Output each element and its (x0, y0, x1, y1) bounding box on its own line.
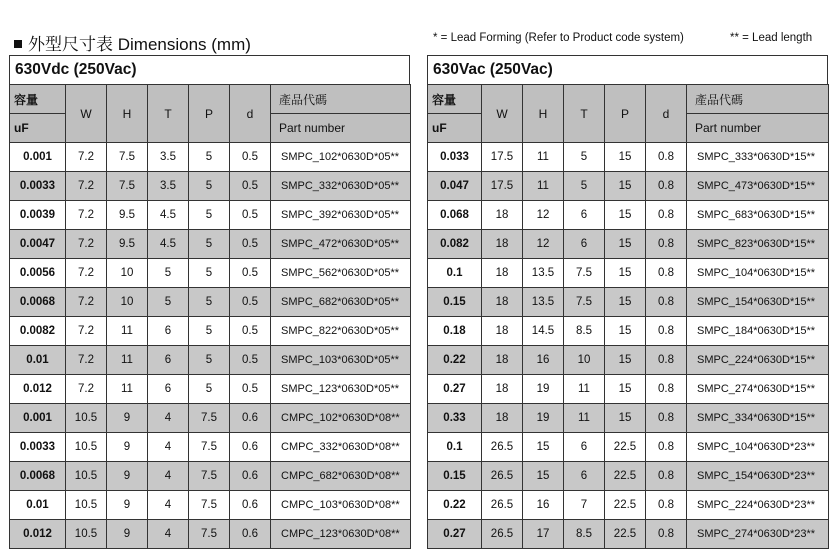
capacitance-cell: 0.012 (10, 520, 66, 549)
p-cell: 15 (605, 404, 646, 433)
left-panel-title: 630Vdc (250Vac) (9, 55, 410, 84)
part-number-cell: SMPC_682*0630D*05** (271, 288, 411, 317)
t-header: T (148, 85, 189, 143)
d-cell: 0.5 (230, 201, 271, 230)
w-cell: 7.2 (66, 143, 107, 172)
w-cell: 10.5 (66, 491, 107, 520)
w-header: W (482, 85, 523, 143)
h-cell: 19 (523, 404, 564, 433)
w-cell: 17.5 (482, 172, 523, 201)
h-cell: 10 (107, 288, 148, 317)
d-cell: 0.8 (646, 317, 687, 346)
d-cell: 0.5 (230, 346, 271, 375)
part-number-cell: SMPC_104*0630D*15** (687, 259, 829, 288)
p-cell: 15 (605, 346, 646, 375)
d-cell: 0.8 (646, 172, 687, 201)
h-cell: 15 (523, 462, 564, 491)
d-cell: 0.5 (230, 317, 271, 346)
heading-latin: Dimensions (mm) (117, 35, 251, 54)
w-cell: 7.2 (66, 317, 107, 346)
capacitance-cell: 0.0068 (10, 288, 66, 317)
capacitance-cell: 0.0033 (10, 433, 66, 462)
t-cell: 4 (148, 433, 189, 462)
capacitance-header-unit: uF (10, 114, 66, 143)
lead-forming-note: * = Lead Forming (Refer to Product code system) (433, 32, 684, 44)
p-header: P (189, 85, 230, 143)
h-cell: 10 (107, 259, 148, 288)
table-row (428, 230, 829, 259)
h-cell: 12 (523, 201, 564, 230)
p-cell: 15 (605, 288, 646, 317)
capacitance-cell: 0.0082 (10, 317, 66, 346)
capacitance-cell: 0.012 (10, 375, 66, 404)
w-cell: 18 (482, 230, 523, 259)
table-row (428, 259, 829, 288)
part-number-cell: CMPC_682*0630D*08** (271, 462, 411, 491)
table-row (428, 201, 829, 230)
t-cell: 4 (148, 404, 189, 433)
w-cell: 10.5 (66, 433, 107, 462)
h-cell: 12 (523, 230, 564, 259)
t-cell: 10 (564, 346, 605, 375)
p-cell: 5 (189, 375, 230, 404)
h-cell: 11 (107, 346, 148, 375)
table-row (428, 346, 829, 375)
table-row (10, 520, 411, 549)
part-number-cell: SMPC_103*0630D*05** (271, 346, 411, 375)
p-cell: 15 (605, 230, 646, 259)
d-cell: 0.8 (646, 491, 687, 520)
capacitance-cell: 0.0039 (10, 201, 66, 230)
t-cell: 3.5 (148, 172, 189, 201)
d-cell: 0.6 (230, 433, 271, 462)
t-cell: 4 (148, 491, 189, 520)
t-cell: 6 (564, 201, 605, 230)
table-row (428, 462, 829, 491)
p-cell: 22.5 (605, 462, 646, 491)
t-header: T (564, 85, 605, 143)
p-cell: 7.5 (189, 404, 230, 433)
part-number-cell: CMPC_332*0630D*08** (271, 433, 411, 462)
t-cell: 4 (148, 462, 189, 491)
capacitance-cell: 0.22 (428, 346, 482, 375)
d-cell: 0.6 (230, 462, 271, 491)
h-cell: 9.5 (107, 201, 148, 230)
w-cell: 7.2 (66, 230, 107, 259)
t-cell: 5 (148, 288, 189, 317)
d-cell: 0.6 (230, 520, 271, 549)
p-cell: 15 (605, 259, 646, 288)
h-cell: 9 (107, 491, 148, 520)
table-row (10, 433, 411, 462)
w-cell: 18 (482, 317, 523, 346)
w-cell: 10.5 (66, 404, 107, 433)
w-cell: 26.5 (482, 462, 523, 491)
w-cell: 26.5 (482, 520, 523, 549)
capacitance-cell: 0.0033 (10, 172, 66, 201)
h-cell: 11 (107, 317, 148, 346)
d-cell: 0.8 (646, 404, 687, 433)
capacitance-cell: 0.001 (10, 404, 66, 433)
table-row (428, 433, 829, 462)
h-cell: 7.5 (107, 172, 148, 201)
p-cell: 15 (605, 201, 646, 230)
capacitance-cell: 0.082 (428, 230, 482, 259)
h-cell: 14.5 (523, 317, 564, 346)
p-cell: 15 (605, 317, 646, 346)
table-row (10, 172, 411, 201)
part-number-cell: SMPC_472*0630D*05** (271, 230, 411, 259)
t-cell: 6 (564, 462, 605, 491)
h-cell: 16 (523, 346, 564, 375)
part-number-cell: SMPC_683*0630D*15** (687, 201, 829, 230)
part-number-cell: SMPC_104*0630D*23** (687, 433, 829, 462)
capacitance-cell: 0.22 (428, 491, 482, 520)
t-cell: 7 (564, 491, 605, 520)
h-cell: 17 (523, 520, 564, 549)
t-cell: 6 (148, 346, 189, 375)
part-number-cell: CMPC_123*0630D*08** (271, 520, 411, 549)
t-cell: 3.5 (148, 143, 189, 172)
capacitance-cell: 0.15 (428, 462, 482, 491)
section-heading (14, 30, 251, 55)
right-panel-title: 630Vac (250Vac) (427, 55, 828, 84)
t-cell: 6 (564, 433, 605, 462)
p-cell: 5 (189, 230, 230, 259)
left-dimensions-table (9, 84, 411, 549)
p-cell: 5 (189, 143, 230, 172)
table-row (10, 288, 411, 317)
table-row (428, 172, 829, 201)
h-cell: 11 (107, 375, 148, 404)
part-number-header: Part number (687, 114, 829, 143)
p-cell: 22.5 (605, 520, 646, 549)
p-cell: 5 (189, 172, 230, 201)
h-cell: 7.5 (107, 143, 148, 172)
w-header: W (66, 85, 107, 143)
part-number-cell: SMPC_823*0630D*15** (687, 230, 829, 259)
capacitance-cell: 0.01 (10, 491, 66, 520)
table-row (428, 491, 829, 520)
p-header: P (605, 85, 646, 143)
capacitance-cell: 0.01 (10, 346, 66, 375)
d-cell: 0.6 (230, 491, 271, 520)
part-number-cell: SMPC_822*0630D*05** (271, 317, 411, 346)
table-row (10, 375, 411, 404)
table-row (10, 346, 411, 375)
part-number-cell: SMPC_123*0630D*05** (271, 375, 411, 404)
t-cell: 11 (564, 375, 605, 404)
h-cell: 9 (107, 520, 148, 549)
h-cell: 11 (523, 172, 564, 201)
d-cell: 0.5 (230, 375, 271, 404)
table-row (10, 317, 411, 346)
table-row (10, 259, 411, 288)
p-cell: 15 (605, 143, 646, 172)
t-cell: 4.5 (148, 201, 189, 230)
part-number-cell: SMPC_224*0630D*23** (687, 491, 829, 520)
w-cell: 18 (482, 259, 523, 288)
d-cell: 0.8 (646, 230, 687, 259)
capacitance-cell: 0.1 (428, 433, 482, 462)
t-cell: 4.5 (148, 230, 189, 259)
h-header: H (107, 85, 148, 143)
w-cell: 7.2 (66, 346, 107, 375)
capacitance-cell: 0.18 (428, 317, 482, 346)
p-cell: 5 (189, 346, 230, 375)
t-cell: 8.5 (564, 520, 605, 549)
part-number-cell: SMPC_473*0630D*15** (687, 172, 829, 201)
table-row (10, 491, 411, 520)
part-number-cell: CMPC_103*0630D*08** (271, 491, 411, 520)
t-cell: 5 (564, 143, 605, 172)
capacitance-cell: 0.15 (428, 288, 482, 317)
table-row (428, 520, 829, 549)
p-cell: 22.5 (605, 491, 646, 520)
h-cell: 9.5 (107, 230, 148, 259)
table-row (428, 143, 829, 172)
table-row (10, 462, 411, 491)
h-cell: 19 (523, 375, 564, 404)
w-cell: 7.2 (66, 172, 107, 201)
p-cell: 5 (189, 288, 230, 317)
w-cell: 26.5 (482, 433, 523, 462)
h-cell: 13.5 (523, 288, 564, 317)
t-cell: 11 (564, 404, 605, 433)
t-cell: 6 (148, 317, 189, 346)
p-cell: 7.5 (189, 520, 230, 549)
w-cell: 7.2 (66, 288, 107, 317)
capacitance-cell: 0.033 (428, 143, 482, 172)
p-cell: 15 (605, 375, 646, 404)
part-number-header-top: 產品代碼 (271, 85, 411, 114)
capacitance-cell: 0.33 (428, 404, 482, 433)
w-cell: 17.5 (482, 143, 523, 172)
part-number-header-top: 產品代碼 (687, 85, 829, 114)
table-row (428, 317, 829, 346)
w-cell: 18 (482, 346, 523, 375)
left-panel (9, 55, 410, 549)
w-cell: 10.5 (66, 462, 107, 491)
d-cell: 0.8 (646, 375, 687, 404)
p-cell: 5 (189, 259, 230, 288)
d-cell: 0.8 (646, 143, 687, 172)
capacitance-cell: 0.047 (428, 172, 482, 201)
h-cell: 15 (523, 433, 564, 462)
w-cell: 26.5 (482, 491, 523, 520)
table-row (10, 143, 411, 172)
d-cell: 0.5 (230, 288, 271, 317)
d-cell: 0.8 (646, 259, 687, 288)
part-number-cell: SMPC_102*0630D*05** (271, 143, 411, 172)
t-cell: 6 (564, 230, 605, 259)
capacitance-header-top: 容量 (10, 85, 66, 114)
d-cell: 0.5 (230, 143, 271, 172)
p-cell: 7.5 (189, 433, 230, 462)
h-cell: 9 (107, 462, 148, 491)
part-number-header: Part number (271, 114, 411, 143)
capacitance-cell: 0.27 (428, 375, 482, 404)
d-cell: 0.8 (646, 520, 687, 549)
capacitance-header-top: 容量 (428, 85, 482, 114)
part-number-cell: SMPC_562*0630D*05** (271, 259, 411, 288)
t-cell: 4 (148, 520, 189, 549)
h-cell: 9 (107, 433, 148, 462)
capacitance-header-unit: uF (428, 114, 482, 143)
part-number-cell: SMPC_224*0630D*15** (687, 346, 829, 375)
table-row (10, 201, 411, 230)
d-cell: 0.8 (646, 288, 687, 317)
table-row (428, 288, 829, 317)
h-cell: 11 (523, 143, 564, 172)
d-header: d (230, 85, 271, 143)
right-dimensions-table (427, 84, 829, 549)
p-cell: 5 (189, 317, 230, 346)
p-cell: 15 (605, 172, 646, 201)
square-bullet-icon (14, 40, 22, 48)
capacitance-cell: 0.0047 (10, 230, 66, 259)
t-cell: 7.5 (564, 288, 605, 317)
d-cell: 0.5 (230, 172, 271, 201)
t-cell: 6 (148, 375, 189, 404)
capacitance-cell: 0.0056 (10, 259, 66, 288)
capacitance-cell: 0.27 (428, 520, 482, 549)
h-header: H (523, 85, 564, 143)
part-number-cell: SMPC_392*0630D*05** (271, 201, 411, 230)
d-cell: 0.8 (646, 346, 687, 375)
part-number-cell: SMPC_333*0630D*15** (687, 143, 829, 172)
w-cell: 7.2 (66, 201, 107, 230)
w-cell: 18 (482, 201, 523, 230)
part-number-cell: SMPC_332*0630D*05** (271, 172, 411, 201)
capacitance-cell: 0.001 (10, 143, 66, 172)
d-cell: 0.5 (230, 230, 271, 259)
part-number-cell: SMPC_274*0630D*15** (687, 375, 829, 404)
heading-cjk: 外型尺寸表 (28, 35, 113, 54)
p-cell: 22.5 (605, 433, 646, 462)
d-cell: 0.8 (646, 462, 687, 491)
p-cell: 5 (189, 201, 230, 230)
w-cell: 7.2 (66, 375, 107, 404)
w-cell: 18 (482, 404, 523, 433)
part-number-cell: CMPC_102*0630D*08** (271, 404, 411, 433)
part-number-cell: SMPC_334*0630D*15** (687, 404, 829, 433)
table-row (428, 375, 829, 404)
part-number-cell: SMPC_154*0630D*23** (687, 462, 829, 491)
t-cell: 8.5 (564, 317, 605, 346)
d-cell: 0.5 (230, 259, 271, 288)
part-number-cell: SMPC_274*0630D*23** (687, 520, 829, 549)
capacitance-cell: 0.068 (428, 201, 482, 230)
p-cell: 7.5 (189, 491, 230, 520)
w-cell: 10.5 (66, 520, 107, 549)
capacitance-cell: 0.0068 (10, 462, 66, 491)
h-cell: 16 (523, 491, 564, 520)
right-panel (427, 55, 828, 549)
d-cell: 0.8 (646, 201, 687, 230)
part-number-cell: SMPC_154*0630D*15** (687, 288, 829, 317)
w-cell: 18 (482, 375, 523, 404)
t-cell: 5 (564, 172, 605, 201)
lead-length-note: ** = Lead length (730, 32, 813, 44)
d-cell: 0.8 (646, 433, 687, 462)
table-row (428, 404, 829, 433)
table-row (10, 230, 411, 259)
p-cell: 7.5 (189, 462, 230, 491)
t-cell: 5 (148, 259, 189, 288)
d-cell: 0.6 (230, 404, 271, 433)
t-cell: 7.5 (564, 259, 605, 288)
capacitance-cell: 0.1 (428, 259, 482, 288)
part-number-cell: SMPC_184*0630D*15** (687, 317, 829, 346)
d-header: d (646, 85, 687, 143)
w-cell: 18 (482, 288, 523, 317)
h-cell: 9 (107, 404, 148, 433)
table-row (10, 404, 411, 433)
w-cell: 7.2 (66, 259, 107, 288)
h-cell: 13.5 (523, 259, 564, 288)
